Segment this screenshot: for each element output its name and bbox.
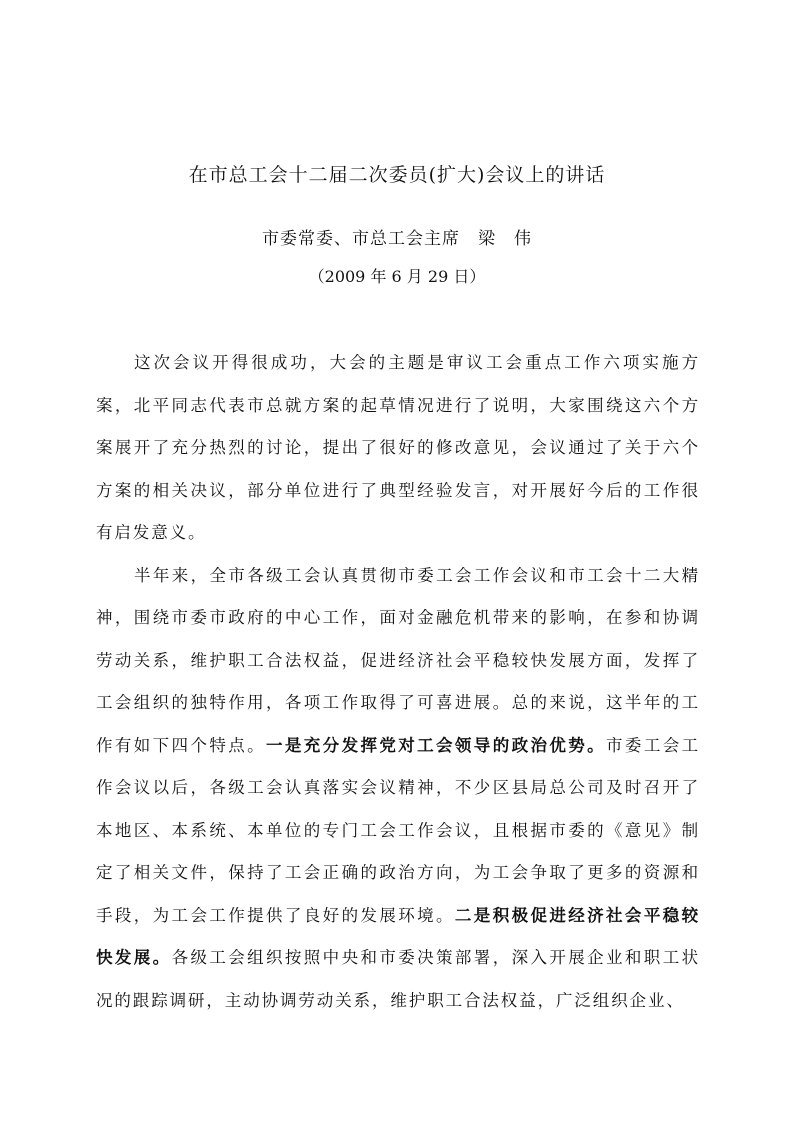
paragraph-2-text: 市委工会工作会议以后，各级工会认真落实会议精神，不少区县局总公司及时召开了本地区、本系统、本单位的专门工会工作会议，且根据市委的《意见》制定了相关文件，保持了工会正确的政治方向，为工会争取了更多的资源和手段，为工会工作提供了良好的发展环境。	[96, 735, 701, 925]
key-point-1: 一是充分发挥党对工会领导的政治优势。	[266, 735, 607, 755]
paragraph-2	[96, 555, 700, 1023]
document-title: 在市总工会十二届二次委员(扩大)会议上的讲话	[188, 164, 606, 186]
key-point-2: 二是积极促进经济社会平稳较快发展。	[96, 905, 701, 967]
paragraph-1: 这次会议开得很成功，大会的主题是审议工会重点工作六项实施方案，北平同志代表市总就方案的起草情况进行了说明，大家围绕这六个方案展开了充分热烈的讨论，提出了很好的修改意见，会议通过了关于六个方案的相关决议，部分单位进行了典型经验发言，对开展好今后的工作很有启发意义。	[96, 353, 700, 542]
paragraph-2-text: 各级工会组织按照中央和市委决策部署，深入开展企业和职工状况的跟踪调研，主动协调劳动关系，维护职工合法权益，广泛组织企业、	[96, 948, 700, 1010]
document-author: 市委常委、市总工会主席 梁 伟	[262, 229, 532, 249]
paragraph-2-text: 半年来，全市各级工会认真贯彻市委工会工作会议和市工会十二大精神，围绕市委市政府的中心工作，面对金融危机带来的影响，在参和协调劳动关系，维护职工合法权益，促进经济社会平稳较快发展方面，发挥了工会组织的独特作用，各项工作取得了可喜进展。总的来说，这半年的工作有如下四个特点。	[96, 565, 700, 755]
document-body	[96, 342, 700, 1022]
document-date: （2009 年 6 月 29 日）	[308, 267, 486, 286]
